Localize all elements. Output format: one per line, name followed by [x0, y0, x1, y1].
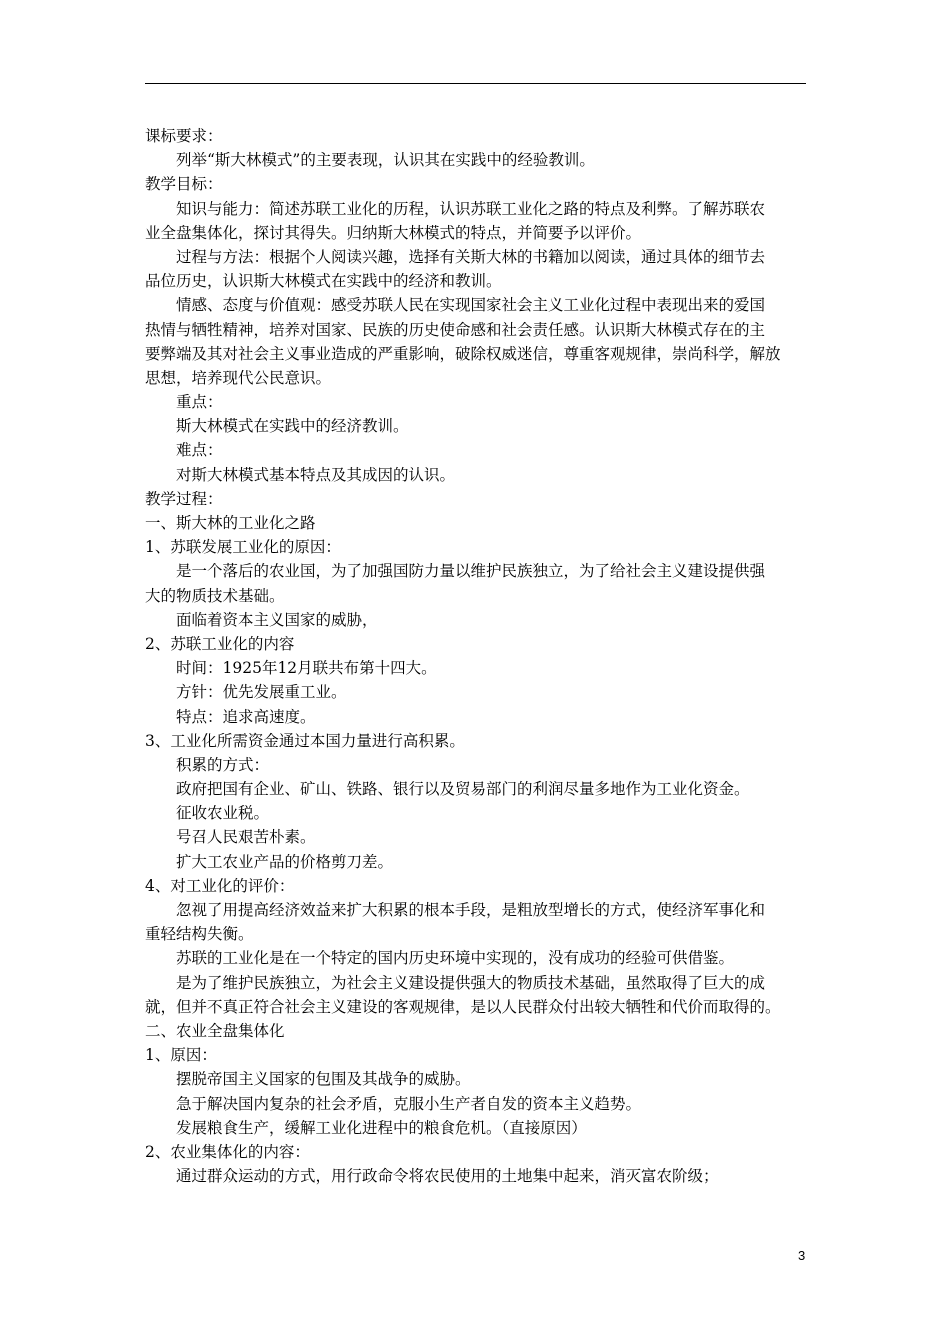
text-line: 时间：1925年12月联共布第十四大。 — [176, 659, 437, 678]
text-line: 热情与牺牲精神，培养对国家、民族的历史使命感和社会责任感。认识斯大林模式存在的主 — [145, 320, 766, 339]
text-line: 通过群众运动的方式，用行政命令将农民使用的土地集中起来，消灭富农阶级； — [176, 1167, 719, 1186]
text-line: 重点： — [176, 393, 223, 412]
page-number: 3 — [798, 1248, 806, 1263]
text-line: 忽视了用提高经济效益来扩大积累的根本手段，是粗放型增长的方式，使经济军事化和 — [176, 901, 766, 919]
text-line: 难点： — [176, 441, 223, 460]
text-line: 教学目标： — [145, 175, 223, 194]
text-line: 2、农业集体化的内容： — [145, 1142, 310, 1161]
text-line: 大的物质技术基础。 — [145, 586, 285, 605]
text-line: 要弊端及其对社会主义事业造成的严重影响，破除权威迷信，尊重客观规律，崇尚科学，解放 — [145, 344, 781, 363]
text-line: 急于解决国内复杂的社会矛盾，克服小生产者自发的资本主义趋势。 — [176, 1094, 642, 1113]
text-line: 苏联的工业化是在一个特定的国内历史环境中实现的，没有成功的经验可供借鉴。 — [176, 949, 735, 968]
text-line: 情感、态度与价值观：感受苏联人民在实现国家社会主义工业化过程中表现出来的爱国 — [176, 296, 766, 315]
text-line: 一、斯大林的工业化之路 — [145, 514, 316, 532]
text-line: 思想，培养现代公民意识。 — [145, 368, 332, 387]
text-line: 知识与能力：简述苏联工业化的历程，认识苏联工业化之路的特点及利弊。了解苏联农 — [176, 199, 766, 218]
text-line: 方针：优先发展重工业。 — [176, 683, 347, 702]
text-line: 对斯大林模式基本特点及其成因的认识。 — [176, 465, 456, 484]
text-line: 扩大工农业产品的价格剪刀差。 — [176, 852, 394, 871]
text-line: 品位历史，认识斯大林模式在实践中的经济和教训。 — [145, 272, 502, 291]
text-line: 列举“斯大林模式”的主要表现，认识其在实践中的经验教训。 — [176, 151, 595, 170]
text-line: 重轻结构失衡。 — [145, 925, 254, 944]
text-line: 积累的方式： — [176, 755, 270, 774]
text-line: 3、工业化所需资金通过本国力量进行高积累。 — [145, 731, 465, 750]
header-rule — [145, 83, 806, 84]
text-line: 政府把国有企业、矿山、铁路、银行以及贸易部门的利润尽量多地作为工业化资金。 — [176, 780, 750, 799]
text-line: 是一个落后的农业国，为了加强国防力量以维护民族独立，为了给社会主义建设提供强 — [176, 562, 766, 581]
text-line: 特点：追求高速度。 — [176, 707, 316, 726]
text-line: 征收农业税。 — [176, 804, 270, 823]
text-line: 斯大林模式在实践中的经济教训。 — [176, 417, 409, 436]
document-body — [145, 124, 815, 1188]
text-line: 1、原因： — [145, 1046, 217, 1065]
text-line: 教学过程： — [145, 489, 223, 508]
text-line: 二、农业全盘集体化 — [145, 1021, 285, 1040]
text-line: 发展粮食生产，缓解工业化进程中的粮食危机。（直接原因） — [176, 1118, 587, 1137]
text-line: 面临着资本主义国家的威胁， — [176, 610, 378, 629]
text-line: 业全盘集体化，探讨其得失。归纳斯大林模式的特点，并简要予以评价。 — [145, 223, 642, 242]
text-line: 1、苏联发展工业化的原因： — [145, 538, 341, 557]
text-line: 号召人民艰苦朴素。 — [176, 828, 316, 847]
text-line: 就，但并不真正符合社会主义建设的客观规律，是以人民群众付出较大牺牲和代价而取得的。 — [145, 997, 781, 1016]
text-line: 摆脱帝国主义国家的包围及其战争的威胁。 — [176, 1070, 471, 1089]
text-line: 2、苏联工业化的内容 — [145, 634, 295, 653]
text-line: 课标要求： — [145, 127, 223, 145]
text-line: 是为了维护民族独立，为社会主义建设提供强大的物质技术基础，虽然取得了巨大的成 — [176, 973, 766, 992]
text-line: 4、对工业化的评价： — [145, 876, 295, 895]
text-line: 过程与方法：根据个人阅读兴趣，选择有关斯大林的书籍加以阅读，通过具体的细节去 — [176, 247, 766, 266]
